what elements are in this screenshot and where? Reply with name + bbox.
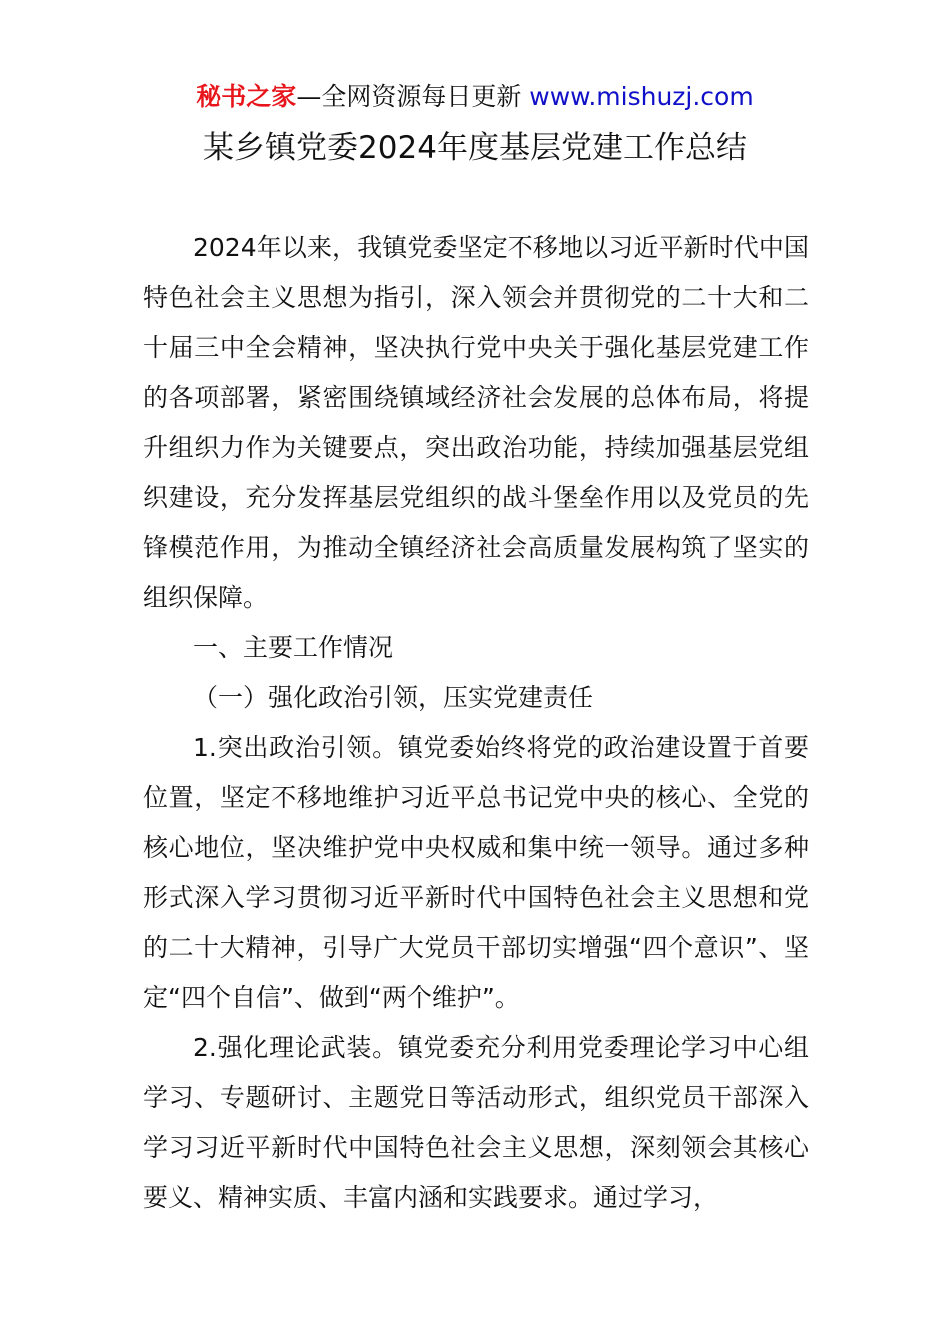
document-title: 某乡镇党委2024年度基层党建工作总结 xyxy=(203,130,747,166)
document-body xyxy=(143,223,809,1223)
site-tagline: —全网资源每日更新 xyxy=(296,82,522,111)
body-paragraph: 2.强化理论武装。镇党委充分利用党委理论学习中心组学习、专题研讨、主题党日等活动形式，组织党员干部深入学习习近平新时代中国特色社会主义思想，深刻领会其核心要义、精神实质、丰富内涵和实践要求。通过学习， xyxy=(143,1033,809,1212)
section-heading: 一、主要工作情况 xyxy=(193,633,394,662)
site-brand: 秘书之家 xyxy=(196,82,297,111)
intro-paragraph: 2024年以来，我镇党委坚定不移地以习近平新时代中国特色社会主义思想为指引，深入领会并贯彻党的二十大和二十届三中全会精神，坚决执行党中央关于强化基层党建工作的各项部署，紧密围绕镇域经济社会发展的总体布局，将提升组织力作为关键要点，突出政治功能，持续加强基层党组织建设，充分发挥基层党组织的战斗堡垒作用以及党员的先锋模范作用，为推动全镇经济社会高质量发展构筑了坚实的组织保障。 xyxy=(143,233,809,612)
body-paragraph: 1.突出政治引领。镇党委始终将党的政治建设置于首要位置，坚定不移地维护习近平总书记党中央的核心、全党的核心地位，坚决维护党中央权威和集中统一领导。通过多种形式深入学习贯彻习近平新时代中国特色社会主义思想和党的二十大精神，引导广大党员干部切实增强“四个意识”、坚定“四个自信”、做到“两个维护”。 xyxy=(143,733,809,1012)
subsection-heading: （一）强化政治引领，压实党建责任 xyxy=(193,683,594,712)
site-header xyxy=(0,80,950,114)
site-url[interactable]: www.mishuzj.com xyxy=(529,82,754,111)
